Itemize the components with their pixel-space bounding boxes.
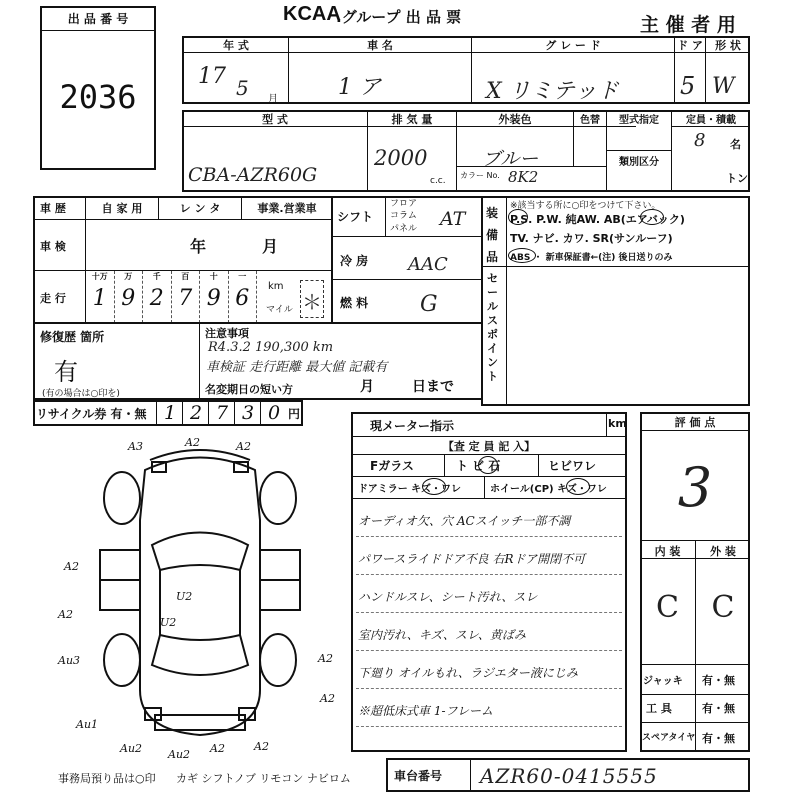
damage-mark: A2 [185,436,200,449]
circle-chip-mark [478,456,498,474]
org-title: .グループ 出 品 票 [336,8,462,26]
interior-label: 内 装 [654,545,681,558]
damage-mark: U2 [176,590,193,603]
km-label: km [268,281,284,292]
organizer-use-label: 主 催 者 用 [640,14,736,36]
crack-label: ヒビワレ [548,459,597,473]
exterior-label: 外 装 [710,545,736,558]
inspector-note-line [356,696,622,727]
exterior-grade: C [711,590,735,625]
car-damage-diagram [60,440,340,760]
recycle-label: リサイクル券 有・無 [36,407,147,421]
inspector-note-text: ※超低床式車 1-フレーム [358,704,494,718]
office-items: カギ シフトノブ リモコン ナビロム [176,772,351,785]
panel-label: パネル [390,224,418,234]
inspector-note-text: 室内汚れ、キズ、スレ、黄ばみ [358,628,526,642]
grade-value: X リミテッド [486,79,619,104]
capacity-label: 定員・積載 [686,115,736,126]
ac-value: AAC [408,254,448,275]
mileage-digit-header: 万 [124,272,133,281]
recycle-yen: 円 [288,407,301,421]
damage-mark: Au2 [168,748,191,761]
recycle-digit: 0 [260,401,287,425]
circle-mirror-mark [422,478,446,495]
org-logo: KCAA [283,3,341,25]
damage-mark: U2 [160,616,177,629]
damage-mark: Au2 [120,742,143,755]
spare-tire-label: スペアタイヤ [642,733,696,743]
inspector-note-line [356,658,622,689]
inspector-note-line [356,620,622,651]
jack-label: ジャッキ [643,676,683,687]
inspector-note-line [356,506,622,537]
car-name-value: 1 ア [338,75,381,100]
circle-wheel-mark [566,478,590,495]
notes-line-2: 車検証 走行距離 最大値 記載有 [206,360,388,375]
notes-label: 注意事項 [205,327,249,340]
mileage-digit-cell [200,271,229,323]
fuel-label: 燃 料 [340,296,369,310]
inspection-month: 月 [262,237,279,256]
business-option: 事業.営業車 [257,202,317,215]
equipment-line-1: P.S. P.W. 純AW. AB(エアバック) [510,213,685,226]
evaluation-label: 評 価 点 [674,416,716,429]
mileage-digit-header: 十万 [91,272,108,281]
cc-unit: c.c. [430,176,446,186]
year-value: 17 [198,64,226,89]
damage-mark: A2 [254,740,269,753]
mileage-digit: 1 [92,286,107,311]
mileage-digit-header: 百 [181,272,190,281]
mileage-digit-header: 一 [238,272,247,281]
mileage-digit-header: 十 [209,272,218,281]
equipment-line-3: ABS ・ 新車保証書←(注) 後日送りのみ [510,253,673,263]
mileage-digit-cell [86,271,115,323]
repair-history-label: 修復歴 箇所 [40,330,105,344]
name-change-day: 日まで [412,379,454,395]
inspection-year: 年 [190,237,207,256]
model-label: 型 式 [262,113,288,126]
mileage-mark: ＊ [302,290,322,314]
meter-unit: km [608,417,627,430]
mileage-digit-header: 千 [152,272,161,281]
exterior-color-label: 外装色 [498,113,532,126]
mileage-label: 走 行 [40,292,66,305]
name-change-month: 月 [360,379,374,395]
spare-tire-value: 有・無 [702,732,735,745]
equipment-label: 装 備 品 [486,206,499,264]
interior-grade: C [656,590,679,625]
month-value: 5 [236,76,249,100]
office-items-label: 事務局預り品は○印 [58,772,156,785]
front-glass-options: ト ビ 石 [456,459,501,473]
repaint-label: 色替 [580,115,600,126]
exterior-color-value: ブルー [482,148,539,170]
door-mirror-label: ドアミラー キズ・ワレ [358,484,461,495]
body-type-value: W [712,74,735,99]
ac-label: 冷 房 [340,254,369,268]
damage-mark: Au1 [76,718,99,731]
history-label: 車 歴 [40,202,66,215]
mile-label: マイル [266,305,293,315]
inspector-note-line [356,582,622,613]
front-glass-label: Fガラス [370,459,414,473]
equipment-table [481,196,750,406]
mileage-digit: 2 [149,286,164,311]
chassis-number-value: AZR60-0415555 [480,764,658,788]
mileage-digit-cell [229,271,258,323]
column-label: コラム [390,211,417,221]
damage-mark: A2 [58,608,73,621]
recycle-digit: 2 [182,401,209,425]
mileage-digit: 6 [235,286,250,311]
capacity-unit: 名 [730,138,741,151]
shift-value: AT [440,208,466,230]
lot-number-label: 出 品 番 号 [42,8,154,31]
inspector-note-line [356,544,622,575]
body-type-label: 形 状 [715,39,741,52]
color-no-value: 8K2 [508,168,539,186]
mileage-digit: 7 [178,286,193,311]
floor-label: フロア [390,199,418,209]
inspection-label: 車 検 [40,240,66,253]
doors-label: ド ア [677,39,703,52]
inspector-label: 【査 定 員 記 入】 [442,440,536,453]
tools-label: 工 具 [646,702,672,715]
lot-number: 2036 [59,78,137,116]
damage-mark: A2 [318,652,333,665]
displacement-label: 排 気 量 [391,113,433,126]
grade-label: グ レ ー ド [545,39,601,52]
sales-point-label: セールスポイント [487,272,498,383]
color-no-label: カラー No. [460,171,500,180]
mileage-digit-cell [115,271,144,323]
displacement-value: 2000 [374,146,428,170]
evaluation-score: 3 [677,456,713,519]
circle-ps-mark [508,209,528,225]
inspector-note-text: ハンドルスレ、シート汚れ、スレ [358,590,538,604]
model-value: CBA-AZR60G [188,164,318,186]
chassis-number-label: 車台番号 [394,769,443,783]
name-change-label: 名変期日の短い方 [205,383,293,396]
damage-mark: A2 [236,440,251,453]
circle-ab-mark [640,209,664,225]
wheel-label: ホイール(CP) キズ・ワレ [490,484,607,495]
mileage-digit-cell [172,271,201,323]
ton-unit: トン [726,172,748,185]
inspector-note-text: パワースライドドア不良 右Rドア開閉不可 [358,552,586,566]
private-use-option: 自 家 用 [101,202,143,215]
mileage-digit: 9 [206,286,221,311]
mileage-digit: 9 [121,286,136,311]
lot-number-box [40,6,156,170]
fuel-value: G [420,292,438,317]
doors-value: 5 [680,72,696,100]
type-designation-label: 型式指定 [619,115,659,126]
repair-history-note: (有の場合は○印を) [42,389,120,399]
jack-value: 有・無 [702,674,735,687]
shift-label: シフト [337,210,374,224]
meter-label: 現メーター指示 [370,419,455,433]
circle-abs-mark [508,248,536,263]
damage-mark: A2 [210,742,225,755]
recycle-digit: 7 [208,401,235,425]
rental-option: レ ン タ [179,202,221,215]
tools-value: 有・無 [702,702,735,715]
damage-mark: A3 [128,440,143,453]
category-label: 類別区分 [619,157,659,168]
repair-history-value: 有 [54,358,78,386]
equipment-note: ※該当する所に○印をつけて下さい。 [510,201,661,211]
recycle-digit: 3 [234,401,261,425]
equipment-line-2: TV. ナビ. カワ. SR(サンルーフ) [510,232,673,245]
damage-mark: A2 [64,560,79,573]
capacity-value: 8 [694,130,706,151]
damage-mark: Au3 [58,654,81,667]
damage-mark: A2 [320,692,335,705]
month-char: 月 [268,94,278,105]
year-label: 年 式 [223,39,249,52]
inspector-note-text: 下廻り オイルもれ、ラジエター液にじみ [358,666,578,680]
recycle-digit: 1 [156,401,183,425]
inspector-note-text: オーディオ欠、穴 ACスイッチ一部不調 [358,514,571,528]
car-name-label: 車 名 [367,39,393,52]
mileage-digit-cell [143,271,172,323]
notes-line-1: R4.3.2 190,300 km [208,340,334,355]
